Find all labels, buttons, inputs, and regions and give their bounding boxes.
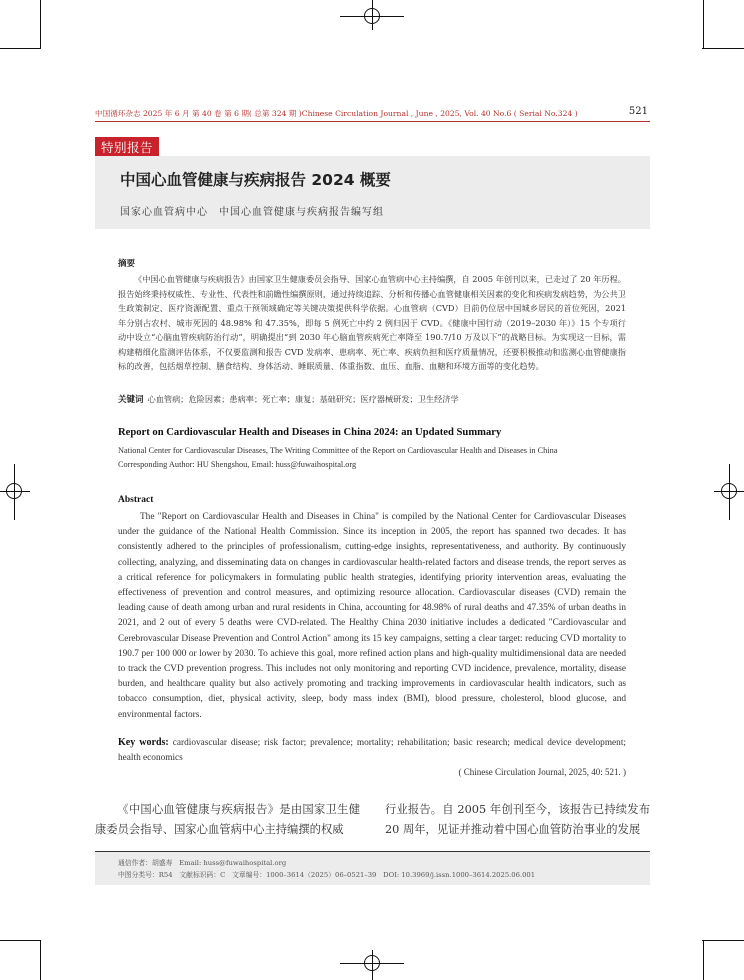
footer-correspondence: 通信作者：胡盛寿 Email: huss@fuwaihospital.org [118,859,287,867]
keywords-cn [118,393,626,405]
abstract-cn-text: 《中国心血管健康与疾病报告》由国家卫生健康委员会指导、国家心血管病中心主持编撰，自 2005 年创刊以来，已走过了 20 年历程。报告始终秉持权威性、专业性、代表性和前瞻性编撰原则，通过持续追踪、分析和传播心血管健康相关因素的变化和疾病发病趋势，为公共卫生政策制定、医疗资源配置、重点干预领域确定等关键决策提供科学依据。心血管病（CVD）目前仍位居中国城乡居民的首位死因，2021 年分别占农村、城市死因的 48.98% 和 47.35%，即每 5 例死亡中约 2 例归因于 CVD。《健康中国行动（2019–2030 年）》15 个专项行动中设立“心脑血管疾病防治行动”，明确提出“到 2030 年心脑血管疾病死亡率降至 190.7/10 万及以下”的战略目标。为实现这一目标，需构建精细化监测评估体系，不仅要监测和报告 CVD 发病率、患病率、死亡率、疾病负担和医疗质量情况，还要积极推动和监测心血管健康指标的改善，包括烟草控制、膳食结构、身体活动、睡眠质量、体重指数、血压、血脂、血糖和环境方面等的变化趋势。 [118,274,626,371]
article-title-cn: 中国心血管健康与疾病报告 2024 概要 [120,171,391,189]
keywords-en [118,735,626,766]
body-right-text: 行业报告。自 2005 年创刊至今，该报告已持续发布 20 周年，见证并推动着中国心血管防治事业的发展 [385,803,650,836]
authors-cn: 国家心血管病中心 中国心血管健康与疾病报告编写组 [120,207,384,218]
abstract-en [118,510,626,723]
keywords-cn-text: 心血管病；危险因素；患病率；死亡率；康复；基础研究；医疗器械研发；卫生经济学 [147,394,459,404]
keywords-en-label: Key words: [118,737,169,748]
footer-classification: 中图分类号：R54 文献标识码：C 文章编号：1000–3614（2025）06–0521–39 DOI: 10.3969/j.issn.1000–3614.2025.06.001 [118,871,536,879]
article-title-en: Report on Cardiovascular Health and Diseases in China 2024: an Updated Summary [118,427,502,438]
abstract-en-label: Abstract [118,495,154,505]
corresponding-author-en: Corresponding Author: HU Shengshou, Email: huss@fuwaihospital.org [118,460,357,469]
journal-header: 中国循环杂志 2025 年 6 月 第 40 卷 第 6 期( 总第 324 期 )Chinese Circulation Journal , June , 2025, Vol. 40 No.6 ( Serial No.324 ) [95,109,578,118]
authors-en [118,444,638,472]
header-rule [95,121,650,122]
keywords-en-text: cardiovascular disease; risk factor; prevalence; mortality; rehabilitation; basic research; medical device development; health economics [118,738,626,764]
keywords-cn-label: 关键词 [118,395,144,405]
citation: ( Chinese Circulation Journal, 2025, 40: 521. ) [458,767,626,777]
abstract-cn-label: 摘要 [118,259,136,269]
authors-en-text: National Center for Cardiovascular Diseases, The Writing Committee of the Report on Cardiovascular Health and Diseases in China [118,446,558,455]
page-number: 521 [628,106,648,117]
abstract-cn [118,272,626,374]
title-panel [95,156,650,229]
abstract-en-text: The "Report on Cardiovascular Health and Diseases in China" is compiled by the National Center for Cardiovascular Diseases under the guidance of the National Health Commission. Since its inception in 2005, the report has spanned two decades. It has consistently adhered to the principles of professionalism, cutting-edge insights, representativeness, and authority. By continuously collecting, analyzing, and disseminating data on changes in cardiovascular health-related factors and disease trends, the report serves as a critical reference for policymakers in formulating public health strategies, identifying priority intervention areas, evaluating the effectiveness of prevention and control measures, and optimizing resource allocation. Cardiovascular diseases (CVD) remain the leading cause of death among urban and rural residents in China, accounting for 48.98% of rural deaths and 47.35% of urban deaths in 2021, and 2 out of every 5 deaths were CVD-related. The Healthy China 2030 initiative includes a dedicated "Cardiovascular and Cerebrovascular Disease Prevention and Control Action" among its 15 key campaigns, setting a clear target: reducing CVD mortality to 190.7 per 100 000 or lower by 2030. To achieve this goal, more refined action plans and high-quality multidimensional data are needed to track the CVD prevention progress. This includes not only monitoring and reporting CVD incidence, prevalence, mortality, disease burden, and healthcare quality but also actively promoting and tracking improvements in cardiovascular health indicators, such as tobacco consumption, diet, physical activity, sleep, body mass index (BMI), blood pressure, cholesterol, blood glucose, and environmental factors. [118,512,626,720]
body-column-left [95,800,360,840]
body-left-text: 《中国心血管健康与疾病报告》是由国家卫生健康委员会指导、国家心血管病中心主持编撰的权威 [95,803,360,836]
section-tag: 特别报告 [95,137,159,158]
body-column-right [385,800,650,840]
